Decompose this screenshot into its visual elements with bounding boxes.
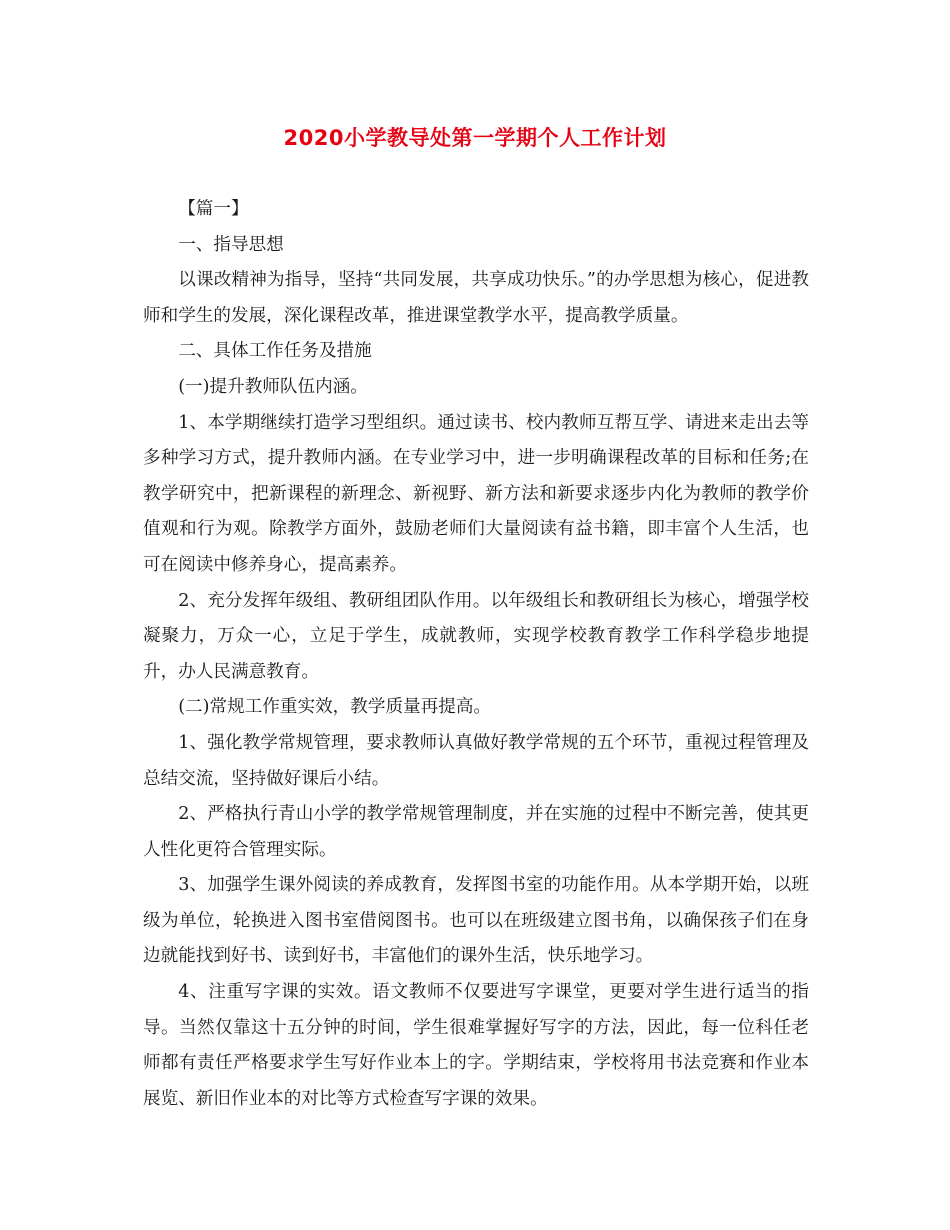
- document-title: 2020小学教导处第一学期个人工作计划: [283, 126, 667, 150]
- subheading-routine-work: (二)常规工作重实效，教学质量再提高。: [178, 697, 492, 718]
- subheading-teacher-team: (一)提升教师队伍内涵。: [178, 376, 368, 397]
- paragraph-learning-organization: 1、本学期继续打造学习型组织。通过读书、校内教师互帮互学、请进来走出去等多种学习方式，提升教师内涵。在专业学习中，进一步明确课程改革的目标和任务;在教学研究中，把新课程的新理念、新视野、新方法和新要求逐步内化为教师的教学价值观和行为观。除教学方面外，鼓励老师们大量阅读有益书籍，即丰富个人生活，也可在阅读中修养身心，提高素养。: [143, 412, 809, 575]
- document-body: [143, 192, 809, 1117]
- paragraph-writing-class: 4、注重写字课的实效。语文教师不仅要进写字课堂，更要对学生进行适当的指导。当然仅靠这十五分钟的时间，学生很难掌握好写字的方法，因此，每一位科任老师都有责任严格要求学生写好作业本上的字。学期结束，学校将用书法竞赛和作业本展览、新旧作业本的对比等方式检查写字课的效果。: [143, 982, 809, 1109]
- section-heading-part-one: 【篇一】: [178, 199, 249, 219]
- paragraph-routine-management: 1、强化教学常规管理，要求教师认真做好教学常规的五个环节，重视过程管理及总结交流，坚持做好课后小结。: [143, 732, 809, 789]
- paragraph-team-role: 2、充分发挥年级组、教研组团队作用。以年级组长和教研组长为核心，增强学校凝聚力，万众一心，立足于学生，成就教师，实现学校教育教学工作科学稳步地提升，办人民满意教育。: [143, 590, 809, 682]
- heading-tasks-and-measures: 二、具体工作任务及措施: [178, 341, 372, 362]
- heading-guiding-ideology: 一、指导思想: [178, 234, 284, 255]
- paragraph-reading-education: 3、加强学生课外阅读的养成教育，发挥图书室的功能作用。从本学期开始，以班级为单位，轮换进入图书室借阅图书。也可以在班级建立图书角，以确保孩子们在身边就能找到好书、读到好书，丰富他们的课外生活，快乐地学习。: [143, 875, 809, 967]
- paragraph-management-system: 2、严格执行青山小学的教学常规管理制度，并在实施的过程中不断完善，使其更人性化更符合管理实际。: [143, 804, 809, 860]
- paragraph-guiding-ideology: 以课改精神为指导，坚持“共同发展，共享成功快乐。”的办学思想为核心，促进教师和学生的发展，深化课程改革，推进课堂教学水平，提高教学质量。: [143, 270, 809, 326]
